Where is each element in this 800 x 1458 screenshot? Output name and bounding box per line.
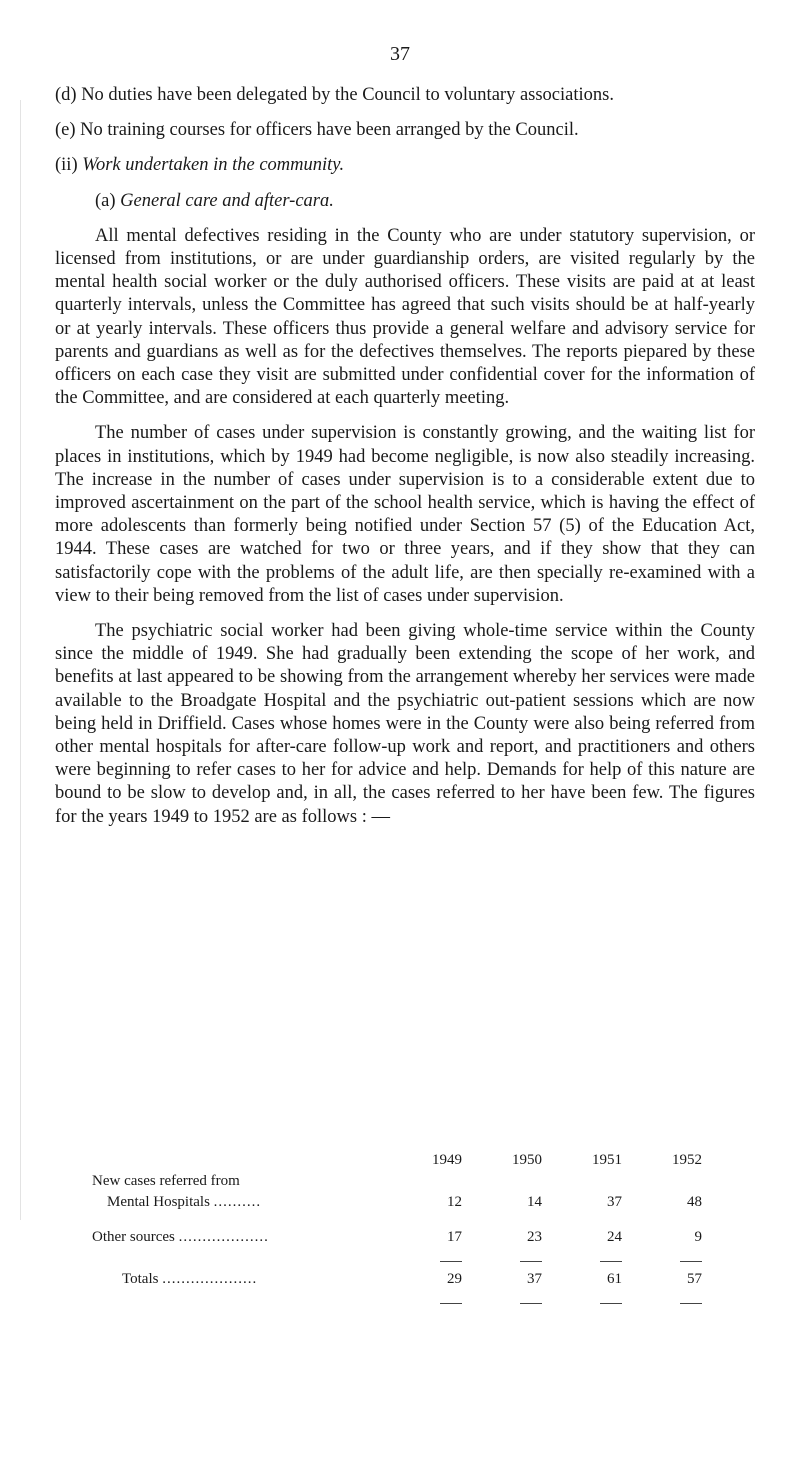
cell-value: 17 [447, 1229, 462, 1245]
cell-value: 24 [607, 1229, 622, 1245]
leader-dots: .......... [213, 1194, 262, 1210]
subtotal-rule-row [92, 1248, 702, 1269]
row-label [92, 1192, 382, 1213]
heading-a-text: General care and after-carɑ. [120, 190, 334, 211]
paragraph-e: (e) No training courses for officers have been arranged by the Council. [55, 120, 579, 141]
cell-value: 37 [607, 1194, 622, 1210]
table-spacer [92, 1213, 702, 1227]
rule-line [440, 1261, 462, 1262]
paragraph-psychiatric-worker: The psychiatric social worker had been giving whole-time service within the County since the middle of 1949. She had gradually been extending the scope of her work, and benefits at last appeared to be showing from the arrangement whereby her services were made available to the Broadgate Hospital and the psychiatric out-patient sessions which are now being held in Driffield. Cases whose homes were in the County were also being referred from other mental hospitals for after-care follow-up work and report, and practitioners and others were beginning to refer cases to her for advice and help. Demands for help of this nature are bound to be slow to develop and, in all, the cases referred to her have been few. The figures for the years 1949 to 1952 are as follows : — [55, 621, 755, 827]
rule-line [600, 1303, 622, 1304]
row-label [92, 1269, 382, 1290]
rule-line [680, 1303, 702, 1304]
rule-line [600, 1261, 622, 1262]
total-value: 57 [687, 1271, 702, 1287]
totals-row [92, 1269, 702, 1290]
cases-referred-table [92, 1150, 702, 1311]
cell-value: 12 [447, 1194, 462, 1210]
table-row [92, 1171, 702, 1192]
paragraph-d: (d) No duties have been delegated by the Council to voluntary associations. [55, 85, 614, 105]
heading-work-undertaken [55, 154, 755, 177]
row-label-text: Other sources [92, 1229, 175, 1245]
leader-dots: ................... [178, 1229, 269, 1245]
total-value: 29 [447, 1271, 462, 1287]
year-header: 1950 [512, 1152, 542, 1168]
total-value: 37 [527, 1271, 542, 1287]
year-header: 1952 [672, 1152, 702, 1168]
cell-value: 23 [527, 1229, 542, 1245]
row-label-text: Mental Hospitals [107, 1194, 210, 1210]
table-row [92, 1227, 702, 1248]
cell-value: 14 [527, 1194, 542, 1210]
binding-margin [20, 100, 27, 1220]
paragraph-supervision: The number of cases under supervision is constantly growing, and the waiting list for places in institutions, which by 1949 had become negligible, is now also steadily increasing. The increase in the number of cases under supervision is to a considerable extent due to improved ascertainment on the part of the school health service, which is having the effect of more adolescents than formerly being notified under Section 57 (5) of the Education Act, 1944. These cases are watched for two or three years, and if they show that they can satisfactorily cope with the problems of the adult life, are then specially re-examined with a view to their being removed from the list of cases under supervision. [55, 423, 755, 606]
rule-line [520, 1261, 542, 1262]
year-header: 1949 [432, 1152, 462, 1168]
table-label-header [92, 1150, 382, 1171]
table-header-row [92, 1150, 702, 1171]
table-row [92, 1192, 702, 1213]
totals-label: Totals [122, 1271, 159, 1287]
total-rule-row [92, 1290, 702, 1311]
cell-value: 48 [687, 1194, 702, 1210]
cell-value: 9 [694, 1229, 702, 1245]
heading-a-prefix: (a) [95, 190, 121, 211]
rule-line [680, 1261, 702, 1262]
leader-dots: .................... [162, 1271, 258, 1287]
rule-line [520, 1303, 542, 1304]
heading-ii-prefix: (ii) [55, 155, 83, 176]
row-label [92, 1227, 382, 1248]
year-header: 1951 [592, 1152, 622, 1168]
row-label-intro: New cases referred from [92, 1173, 240, 1189]
total-value: 61 [607, 1271, 622, 1287]
page-number: 37 [390, 43, 410, 65]
paragraph-visits: All mental defectives residing in the County who are under statutory supervision, or licensed from institutions, or are under guardianship orders, are visited regularly by the mental health social worker or the duly authorised officers. These visits are paid at at least quarterly intervals, unless the Committee has agreed that such visits should be at half-yearly or at yearly intervals. These officers thus provide a general welfare and advisory service for parents and guardians as well as for the defectives themselves. The reports piepared by these officers on each case they visit are submitted under confidential cover for the information of the Committee, and are considered at each quarterly meeting. [55, 225, 755, 409]
heading-ii-text: Work undertaken in the community. [82, 155, 345, 176]
rule-line [440, 1303, 462, 1304]
document-body [55, 84, 755, 841]
heading-general-care [55, 190, 755, 213]
